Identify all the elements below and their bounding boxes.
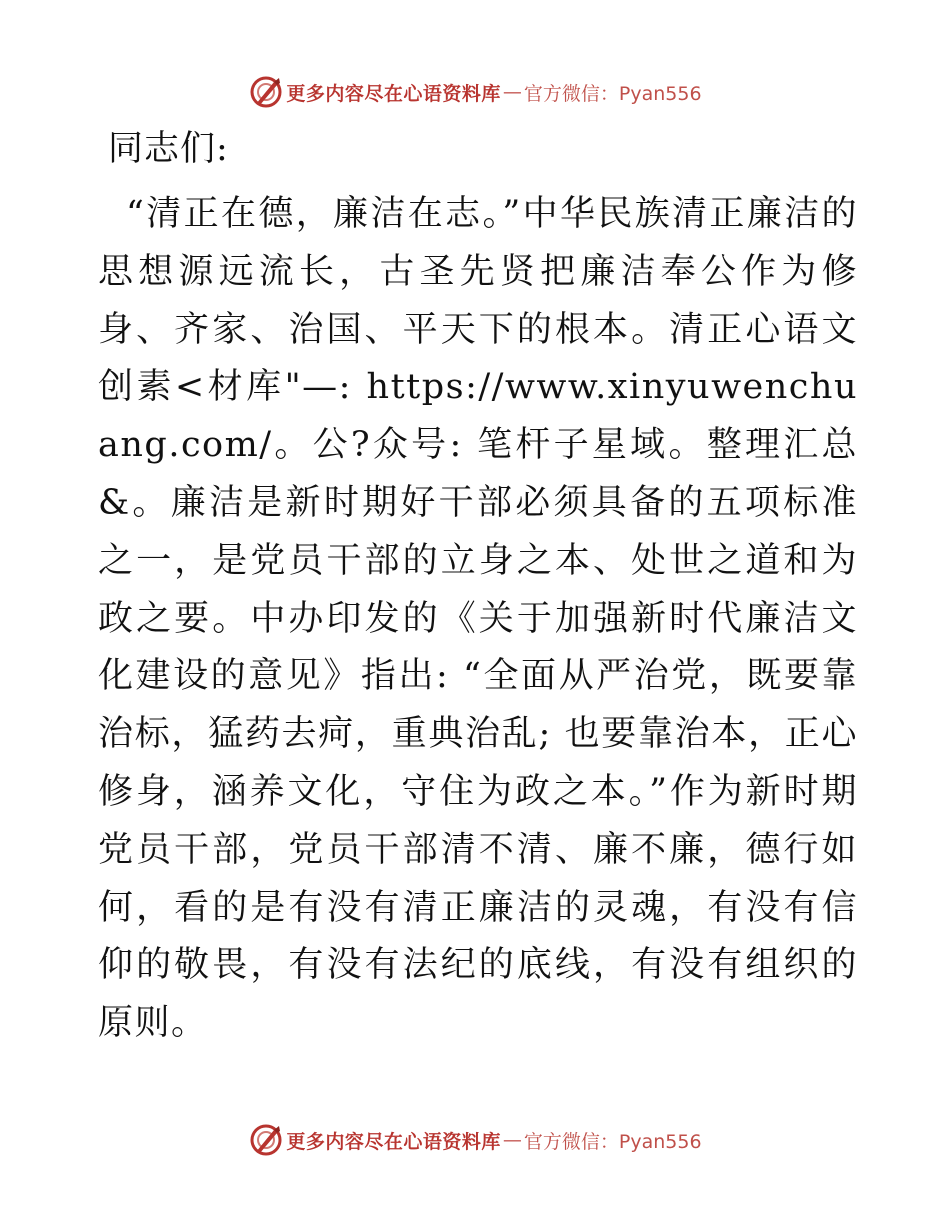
banner-wechat: 官方微信：Pyan556 [523, 1130, 702, 1153]
main-paragraph: “清正在德，廉洁在志。”中华民族清正廉洁的思想源远流长，古圣先贤把廉洁奉公作为修身、齐家、治国、平天下的根本。清正心语文创素<材库"—: https://www.xinyuwenchuang.com/。公?众号: 笔杆子星域。整理汇总&。廉洁是新时期好干部必须具备的五项标准之一，是党员干部的立身之本、处世之道和为政之要。中办印发的《关于加强新时代廉洁文化建设的意见》指出: “全面从严治党，既要靠治标，猛药去疴，重典治乱; 也要靠治本，正心修身，涵养文化，守住为政之本。”作为新时期党员干部，党员干部清不清、廉不廉，德行如何，看的是有没有清正廉洁的灵魂，有没有信仰的敬畏，有没有法纪的底线，有没有组织的原则。 [98, 194, 858, 1044]
banner-title: 更多内容尽在心语资料库 [286, 82, 501, 105]
banner-wechat: 官方微信：Pyan556 [523, 82, 702, 105]
quill-seal-icon [248, 74, 284, 110]
banner-separator: — [502, 81, 522, 103]
greeting: 同志们: [108, 129, 229, 169]
header-banner [0, 70, 950, 114]
banner-title: 更多内容尽在心语资料库 [286, 1130, 501, 1153]
quill-seal-icon [248, 1122, 284, 1158]
footer-banner [0, 1118, 950, 1162]
banner-separator: — [502, 1129, 522, 1151]
document-body [98, 126, 858, 1053]
